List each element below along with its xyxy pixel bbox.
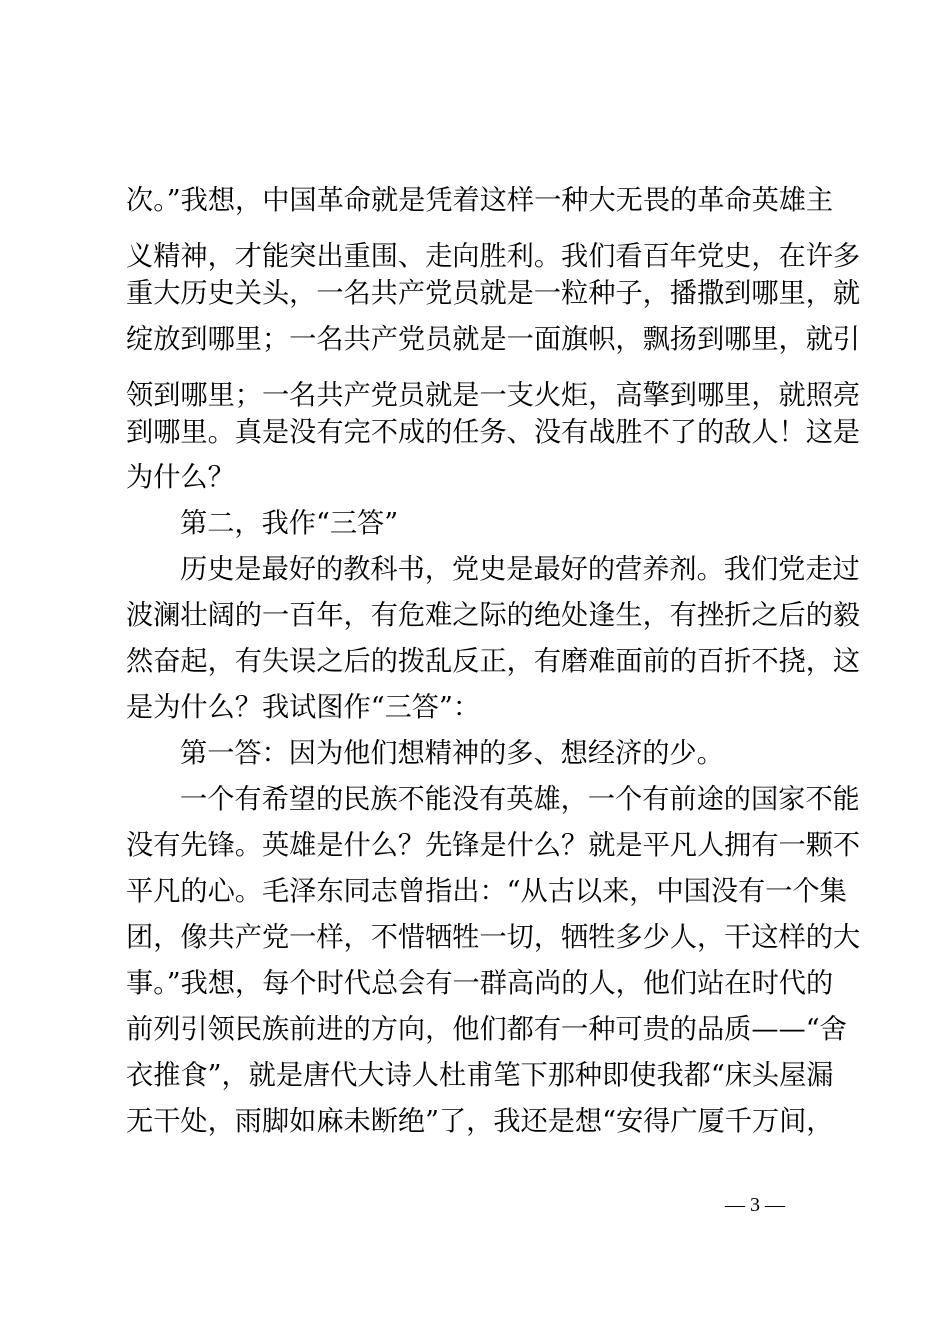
text-line: 历史是最好的教科书，党史是最好的营养剂。我们党走过 <box>180 554 860 585</box>
text-line: 重大历史关头，一名共产党员就是一粒种子，播撒到哪里，就 <box>126 278 861 309</box>
text-line: 团，像共产党一样，不惜牺牲一切，牺牲多少人，干这样的大 <box>126 922 861 953</box>
text-line: 为什么？ <box>126 462 235 493</box>
text-line: 是为什么？我试图作“三答”： <box>126 692 481 723</box>
text-line: 领到哪里；一名共产党员就是一支火炬，高擎到哪里，就照亮 <box>126 380 861 411</box>
text-line: 绽放到哪里；一名共产党员就是一面旗帜，飘扬到哪里，就引 <box>126 324 861 355</box>
text-line: 一个有希望的民族不能没有英雄，一个有前途的国家不能 <box>180 784 860 815</box>
text-line: 衣推食”，就是唐代大诗人杜甫笔下那种即使我都“床头屋漏 <box>126 1060 834 1091</box>
text-line: 波澜壮阔的一百年，有危难之际的绝处逢生，有挫折之后的毅 <box>126 600 861 631</box>
text-line: 无干处，雨脚如麻未断绝”了，我还是想“安得广厦千万间， <box>126 1106 834 1137</box>
text-line: 次。”我想，中国革命就是凭着这样一种大无畏的革命英雄主 <box>126 185 834 216</box>
text-line: 然奋起，有失误之后的拨乱反正，有磨难面前的百折不挠，这 <box>126 646 861 677</box>
text-line: 到哪里。真是没有完不成的任务、没有战胜不了的敌人！这是 <box>126 417 861 448</box>
sub-heading: 第一答：因为他们想精神的多、想经济的少。 <box>180 738 724 769</box>
text-line: 平凡的心。毛泽东同志曾指出：“从古以来，中国没有一个集 <box>126 876 847 907</box>
text-line: 前列引领民族前进的方向，他们都有一种可贵的品质——“舍 <box>126 1014 847 1045</box>
text-line: 没有先锋。英雄是什么？先锋是什么？就是平凡人拥有一颗不 <box>126 830 861 861</box>
page-number: — 3 — <box>725 1194 785 1216</box>
text-line: 事。”我想，每个时代总会有一群高尚的人，他们站在时代的 <box>126 968 834 999</box>
section-heading: 第二，我作“三答” <box>180 508 399 539</box>
text-line: 义精神，才能突出重围、走向胜利。我们看百年党史，在许多 <box>126 241 861 272</box>
